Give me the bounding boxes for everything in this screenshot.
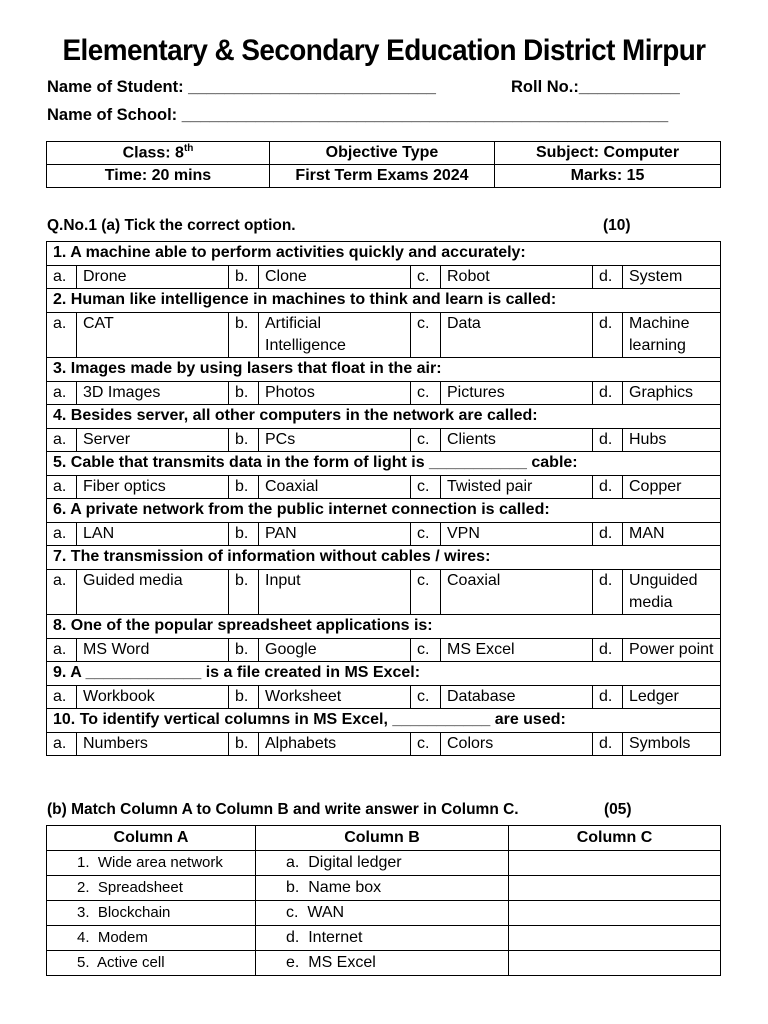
option-c[interactable]: Database — [441, 686, 593, 709]
option-letter: b. — [229, 313, 259, 358]
option-c[interactable]: Clients — [441, 429, 593, 452]
question-row — [47, 452, 721, 476]
exam-cell: First Term Exams 2024 — [270, 165, 495, 188]
question-row — [47, 615, 721, 639]
question-row — [47, 242, 721, 266]
option-b[interactable]: Alphabets — [259, 733, 411, 756]
option-letter: b. — [229, 476, 259, 499]
question-row — [47, 499, 721, 523]
option-letter: a. — [47, 476, 77, 499]
column-b-cell: e. MS Excel — [256, 951, 509, 976]
option-d[interactable]: Graphics — [623, 382, 721, 405]
option-c[interactable]: Twisted pair — [441, 476, 593, 499]
section-b-marks: (05) — [604, 801, 632, 818]
option-b[interactable]: Photos — [259, 382, 411, 405]
option-letter: a. — [47, 313, 77, 358]
option-letter: c. — [411, 382, 441, 405]
question-text: 8. One of the popular spreadsheet applications is: — [47, 615, 721, 639]
match-row — [47, 851, 721, 876]
option-letter: c. — [411, 476, 441, 499]
match-table — [46, 825, 721, 976]
option-d[interactable]: Ledger — [623, 686, 721, 709]
options-row — [47, 429, 721, 452]
option-d[interactable]: Hubs — [623, 429, 721, 452]
question-text: 3. Images made by using lasers that float in the air: — [47, 358, 721, 382]
column-b-cell: c. WAN — [256, 901, 509, 926]
options-row — [47, 382, 721, 405]
roll-number-field[interactable]: Roll No.:___________ — [511, 78, 680, 96]
question-row — [47, 546, 721, 570]
column-c-cell[interactable] — [509, 876, 721, 901]
options-row — [47, 313, 721, 358]
page-title: Elementary & Secondary Education District Mirpur — [62, 34, 706, 67]
options-row — [47, 476, 721, 499]
option-a[interactable]: Drone — [77, 266, 229, 289]
option-letter: a. — [47, 686, 77, 709]
option-letter: a. — [47, 733, 77, 756]
option-c[interactable]: VPN — [441, 523, 593, 546]
option-b[interactable]: Artificial Intelligence — [259, 313, 411, 358]
option-d[interactable]: Unguided media — [623, 570, 721, 615]
match-row — [47, 951, 721, 976]
option-a[interactable]: Workbook — [77, 686, 229, 709]
class-cell: Class: 8th — [47, 142, 270, 165]
option-letter: b. — [229, 570, 259, 615]
option-b[interactable]: Worksheet — [259, 686, 411, 709]
option-c[interactable]: Coaxial — [441, 570, 593, 615]
option-c[interactable]: Data — [441, 313, 593, 358]
option-a[interactable]: Numbers — [77, 733, 229, 756]
option-a[interactable]: Server — [77, 429, 229, 452]
option-letter: c. — [411, 266, 441, 289]
question-row — [47, 405, 721, 429]
column-a-cell: 2. Spreadsheet — [47, 876, 256, 901]
option-d[interactable]: Copper — [623, 476, 721, 499]
question-text: 5. Cable that transmits data in the form of light is ___________ cable: — [47, 452, 721, 476]
option-letter: d. — [593, 429, 623, 452]
option-letter: d. — [593, 382, 623, 405]
options-row — [47, 686, 721, 709]
option-letter: b. — [229, 382, 259, 405]
column-c-header: Column C — [509, 826, 721, 851]
student-name-field[interactable]: Name of Student: ___________________________ — [47, 78, 436, 96]
options-row — [47, 523, 721, 546]
option-letter: c. — [411, 429, 441, 452]
option-a[interactable]: Guided media — [77, 570, 229, 615]
column-b-cell: d. Internet — [256, 926, 509, 951]
column-c-cell[interactable] — [509, 901, 721, 926]
option-letter: d. — [593, 570, 623, 615]
option-letter: b. — [229, 733, 259, 756]
option-letter: b. — [229, 429, 259, 452]
column-a-header: Column A — [47, 826, 256, 851]
column-c-cell[interactable] — [509, 951, 721, 976]
section-a-heading: Q.No.1 (a) Tick the correct option. — [47, 217, 296, 234]
option-a[interactable]: Fiber optics — [77, 476, 229, 499]
question-text: 4. Besides server, all other computers in the network are called: — [47, 405, 721, 429]
option-letter: c. — [411, 313, 441, 358]
option-letter: b. — [229, 266, 259, 289]
option-d[interactable]: Symbols — [623, 733, 721, 756]
column-b-header: Column B — [256, 826, 509, 851]
question-row — [47, 358, 721, 382]
option-letter: b. — [229, 639, 259, 662]
option-letter: a. — [47, 523, 77, 546]
school-name-field[interactable]: Name of School: _____________________________________________________ — [47, 106, 669, 124]
option-letter: c. — [411, 639, 441, 662]
column-c-cell[interactable] — [509, 926, 721, 951]
option-letter: d. — [593, 476, 623, 499]
question-text: 9. A _____________ is a file created in MS Excel: — [47, 662, 721, 686]
question-text: 7. The transmission of information without cables / wires: — [47, 546, 721, 570]
option-letter: c. — [411, 686, 441, 709]
option-d[interactable]: Machine learning — [623, 313, 721, 358]
question-row — [47, 289, 721, 313]
option-d[interactable]: System — [623, 266, 721, 289]
option-letter: c. — [411, 570, 441, 615]
option-a[interactable]: 3D Images — [77, 382, 229, 405]
option-letter: d. — [593, 266, 623, 289]
option-letter: a. — [47, 382, 77, 405]
options-row — [47, 639, 721, 662]
exam-info-table — [46, 141, 721, 188]
option-c[interactable]: Pictures — [441, 382, 593, 405]
type-cell: Objective Type — [270, 142, 495, 165]
match-row — [47, 926, 721, 951]
option-a[interactable]: MS Word — [77, 639, 229, 662]
option-c[interactable]: Robot — [441, 266, 593, 289]
option-letter: c. — [411, 523, 441, 546]
options-row — [47, 570, 721, 615]
option-b[interactable]: Clone — [259, 266, 411, 289]
option-letter: b. — [229, 686, 259, 709]
option-b[interactable]: Coaxial — [259, 476, 411, 499]
options-row — [47, 733, 721, 756]
option-b[interactable]: Google — [259, 639, 411, 662]
option-letter: b. — [229, 523, 259, 546]
question-text: 6. A private network from the public internet connection is called: — [47, 499, 721, 523]
option-a[interactable]: CAT — [77, 313, 229, 358]
question-text: 2. Human like intelligence in machines to think and learn is called: — [47, 289, 721, 313]
option-letter: c. — [411, 733, 441, 756]
question-row — [47, 709, 721, 733]
column-c-cell[interactable] — [509, 851, 721, 876]
options-row — [47, 266, 721, 289]
option-a[interactable]: LAN — [77, 523, 229, 546]
column-a-cell: 5. Active cell — [47, 951, 256, 976]
option-letter: d. — [593, 523, 623, 546]
question-text: 10. To identify vertical columns in MS Excel, ___________ are used: — [47, 709, 721, 733]
time-cell: Time: 20 mins — [47, 165, 270, 188]
option-letter: a. — [47, 570, 77, 615]
column-a-cell: 4. Modem — [47, 926, 256, 951]
question-row — [47, 662, 721, 686]
option-b[interactable]: PCs — [259, 429, 411, 452]
option-letter: d. — [593, 313, 623, 358]
option-d[interactable]: MAN — [623, 523, 721, 546]
mcq-table — [46, 241, 721, 756]
marks-cell: Marks: 15 — [495, 165, 721, 188]
option-letter: d. — [593, 733, 623, 756]
column-b-cell: a. Digital ledger — [256, 851, 509, 876]
subject-cell: Subject: Computer — [495, 142, 721, 165]
option-letter: a. — [47, 639, 77, 662]
option-b[interactable]: PAN — [259, 523, 411, 546]
option-letter: a. — [47, 266, 77, 289]
option-letter: d. — [593, 686, 623, 709]
option-c[interactable]: MS Excel — [441, 639, 593, 662]
section-b-heading: (b) Match Column A to Column B and write answer in Column C. — [47, 801, 519, 818]
match-row — [47, 876, 721, 901]
option-d[interactable]: Power point — [623, 639, 721, 662]
column-b-cell: b. Name box — [256, 876, 509, 901]
column-a-cell: 3. Blockchain — [47, 901, 256, 926]
match-row — [47, 901, 721, 926]
option-b[interactable]: Input — [259, 570, 411, 615]
question-text: 1. A machine able to perform activities quickly and accurately: — [47, 242, 721, 266]
column-a-cell: 1. Wide area network — [47, 851, 256, 876]
section-a-marks: (10) — [603, 217, 631, 234]
option-c[interactable]: Colors — [441, 733, 593, 756]
option-letter: a. — [47, 429, 77, 452]
option-letter: d. — [593, 639, 623, 662]
